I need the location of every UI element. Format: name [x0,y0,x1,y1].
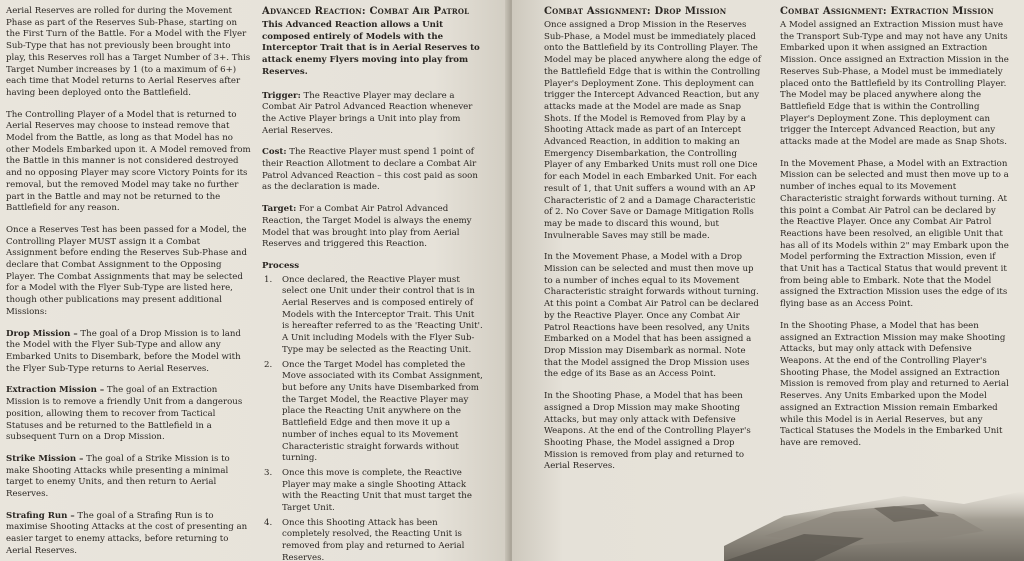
flyer-artwork-illustration [724,476,1024,561]
trigger-text: The Reactive Player may declare a Combat Air Patrol Advanced Reaction whenever the Active Player brings a Unit into play from Aerial Reserves. [262,90,473,136]
step-number: 1. [264,274,273,285]
left-page [0,0,510,561]
step-number: 2. [264,359,273,370]
extraction-mission-label: Extraction Mission – [6,385,105,396]
step-text: Once the Target Model has completed the Move associated with its Combat Assignment, but before any Units have Disembarked from the Target Model, the Reactive Player may place the Reacting Unit anywhere on the Battlefield Edge and then move it up a number of inches equal to its Movement Characteristic straight forwards without turning. [282,359,483,464]
step-number: 4. [264,517,273,528]
process-steps [262,275,484,561]
drop-mission-entry [6,329,252,376]
drop-mission-label: Drop Mission – [6,328,78,339]
strafing-run-entry [6,511,252,558]
extraction-mission-text: The goal of an Extraction Mission is to remove a friendly Unit from a dangerous position, allowing them to recover from Tactical Statuses and be returned to the Battlefield in a subsequent Turn on a Drop Mission. [6,385,243,443]
extraction-mission-title: Combat Assignment: Extraction Mission [780,6,994,17]
step-text: Once declared, the Reactive Player must select one Unit under their control that is in Aerial Reserves and is composed entirely of Models with the Interceptor Trait. This Unit is hereafter referred to as the 'Reacting Unit'. A Unit including Models with the Flyer Sub-Type may be selected as the Reacting Unit. [282,274,483,355]
process-title: Process [262,260,300,271]
left-column-1 [6,6,252,561]
trigger-entry [262,91,484,138]
trigger-label: Trigger: [262,90,301,101]
strike-mission-entry [6,454,252,501]
right-page [512,0,1024,561]
step-text: Once this Shooting Attack has been completely resolved, the Reacting Unit is removed from play and returned to Aerial Reserves. [282,517,465,561]
drop-mission-movement-paragraph: In the Movement Phase, a Model with a Drop Mission can be selected and must then move up to a number of inches equal to its Movement Characteristic straight forwards without turning. At this point a Combat Air Patrol can be declared by the Reactive Player. Once any Combat Air Patrol Reactions have been resolved, any Units Embarked on a Model that has been assigned a Drop Mission may Disembark as normal. Note that the Model assigned the Drop Mission uses the edge of its Base as an Access Point. [544,252,759,380]
strafing-run-text: The goal of a Strafing Run is to maximise Shooting Attacks at the cost of presenting an easier target to enemy attacks, before returning to Aerial Reserves. [6,510,248,556]
process-step [262,275,484,357]
process-step [262,360,484,465]
extraction-mission-shooting-paragraph: In the Shooting Phase, a Model that has been assigned an Extraction Mission may make Shooting Attacks, but may only attack with Defensive Weapons. At the end of the Controlling Player's Shooting Phase, the Model assigned an Extraction Mission is removed from play and returned to Aerial Reserves. Any Units Embarked upon the Model assigned an Extraction Mission remain Embarked while this Model is in Aerial Reserves, but any Tactical Statuses the Models in the Embarked Unit have are removed. [780,320,1009,448]
step-text: Once this move is complete, the Reactive Player may make a single Shooting Attack with the Reacting Unit that must target the Target Unit. [282,467,472,514]
cost-entry [262,147,484,194]
target-entry [262,204,484,251]
target-text: For a Combat Air Patrol Advanced Reaction, the Target Model is always the enemy Model that was brought into play from Aerial Reserves and triggered this Reaction. [262,204,472,250]
step-number: 3. [264,467,273,478]
right-column-2 [780,6,1012,460]
process-step [262,518,484,561]
right-column-1 [544,6,764,483]
combat-air-patrol-title: Advanced Reaction: Combat Air Patrol [262,6,470,17]
combat-assignment-paragraph: Once a Reserves Test has been passed for a Model, the Controlling Player MUST assign it a Combat Assignment before ending the Reserves Sub-Phase and declare that Combat Assignment to the Opposing Player. The Combat Assignments that may be selected for a Model with the Flyer Sub-Type are listed here, though other publications may present additional Missions: [6,224,247,317]
combat-air-patrol-intro: This Advanced Reaction allows a Unit composed entirely of Models with the Interceptor Trait that is in Aerial Reserves to attack enemy Flyers moving into play from Reserves. [262,20,480,77]
drop-mission-shooting-paragraph: In the Shooting Phase, a Model that has been assigned a Drop Mission may make Shooting Attacks, but may only attack with Defensive Weapons. At the end of the Controlling Player's Shooting Phase, the Model assigned a Drop Mission is removed from play and returned to Aerial Reserves. [544,391,751,472]
drop-mission-placement-paragraph: Once assigned a Drop Mission in the Reserves Sub-Phase, a Model must be immediately placed onto the Battlefield by its Controlling Player. The Model may be placed anywhere along the edge of the Battlefield Edge that is within the Controlling Player's Deployment Zone. This deployment can trigger the Intercept Advanced Reaction, but any attacks made at the Model are made as Snap Shots. If the Model is Removed from Play by a Shooting Attack made as part of an Intercept Advanced Reaction, in addition to making an Emergency Disembarkation, the Controlling Player of any Embarked Units must roll one Dice for each Model in each Embarked Unit. For each result of 1, that Unit suffers a wound with an AP Characteristic of 2 and a Damage Characteristic of 2. No Cover Save or Damage Mitigation Rolls may be made to discard this wound, but Invulnerable Saves may still be made. [544,20,762,241]
left-column-2 [262,6,484,561]
cost-label: Cost: [262,147,287,158]
target-label: Target: [262,204,297,215]
drop-mission-title: Combat Assignment: Drop Mission [544,6,727,17]
extraction-mission-entry [6,385,252,444]
process-step [262,468,484,515]
aerial-reserves-paragraph: Aerial Reserves are rolled for during the Movement Phase as part of the Reserves Sub-Phase, starting on the First Turn of the Battle. For a Model with the Flyer Sub-Type that has not previously been brought into play, this Reserves roll has a Target Number of 3+. This Target Number increases by 1 (to a maximum of 6+) each time that Model returns to Aerial Reserves after having been deployed onto the Battlefield. [6,6,251,98]
drop-mission-text: The goal of a Drop Mission is to land the Model with the Flyer Sub-Type and allow any Embarked Units to Disembark, before the Model with the Flyer Sub-Type returns to Aerial Reserves. [6,328,241,374]
cost-text: The Reactive Player must spend 1 point of their Reaction Allotment to declare a Combat Air Patrol Advanced Reaction – this cost paid as soon as the declaration is made. [262,147,478,193]
strike-mission-text: The goal of a Strike Mission is to make Shooting Attacks while presenting a minimal target to enemy Units, and then return to Aerial Reserves. [6,453,230,500]
extraction-mission-placement-paragraph: A Model assigned an Extraction Mission must have the Transport Sub-Type and may not have any Units Embarked upon it when assigned an Extraction Mission. Once assigned an Extraction Mission in the Reserves Sub-Phase, a Model must be immediately placed onto the Battlefield by its Controlling Player. The Model may be placed anywhere along the Battlefield Edge that is within the Controlling Player's Deployment Zone. This deployment can trigger the Intercept Advanced Reaction, but any attacks made at the Model are made as Snap Shots. [780,20,1009,148]
strike-mission-label: Strike Mission – [6,453,84,464]
extraction-mission-movement-paragraph: In the Movement Phase, a Model with an Extraction Mission can be selected and must then move up to a number of inches equal to its Movement Characteristic straight forwards without turning. At this point a Combat Air Patrol can be declared by the Reactive Player. Once any Combat Air Patrol Reactions have been resolved, an eligible Unit that has all of its Models within 2" may Embark upon the Model performing the Extraction Mission, even if that Unit has a Tactical Status that would prevent it from being able to Embark. Note that the Model assigned the Extraction Mission uses the edge of its flying base as an Access Point. [780,158,1009,310]
strafing-run-label: Strafing Run – [6,510,75,521]
remove-model-paragraph: The Controlling Player of a Model that is returned to Aerial Reserves may choose to instead remove that Model from the Battle, as long as that Model has no other Models Embarked upon it. A Model removed from the Battle in this manner is not considered destroyed and no opposing Player may score Victory Points for its removal, but the removed Model may take no further part in the Battle and may not be returned to the Battlefield for any reason. [6,109,251,214]
